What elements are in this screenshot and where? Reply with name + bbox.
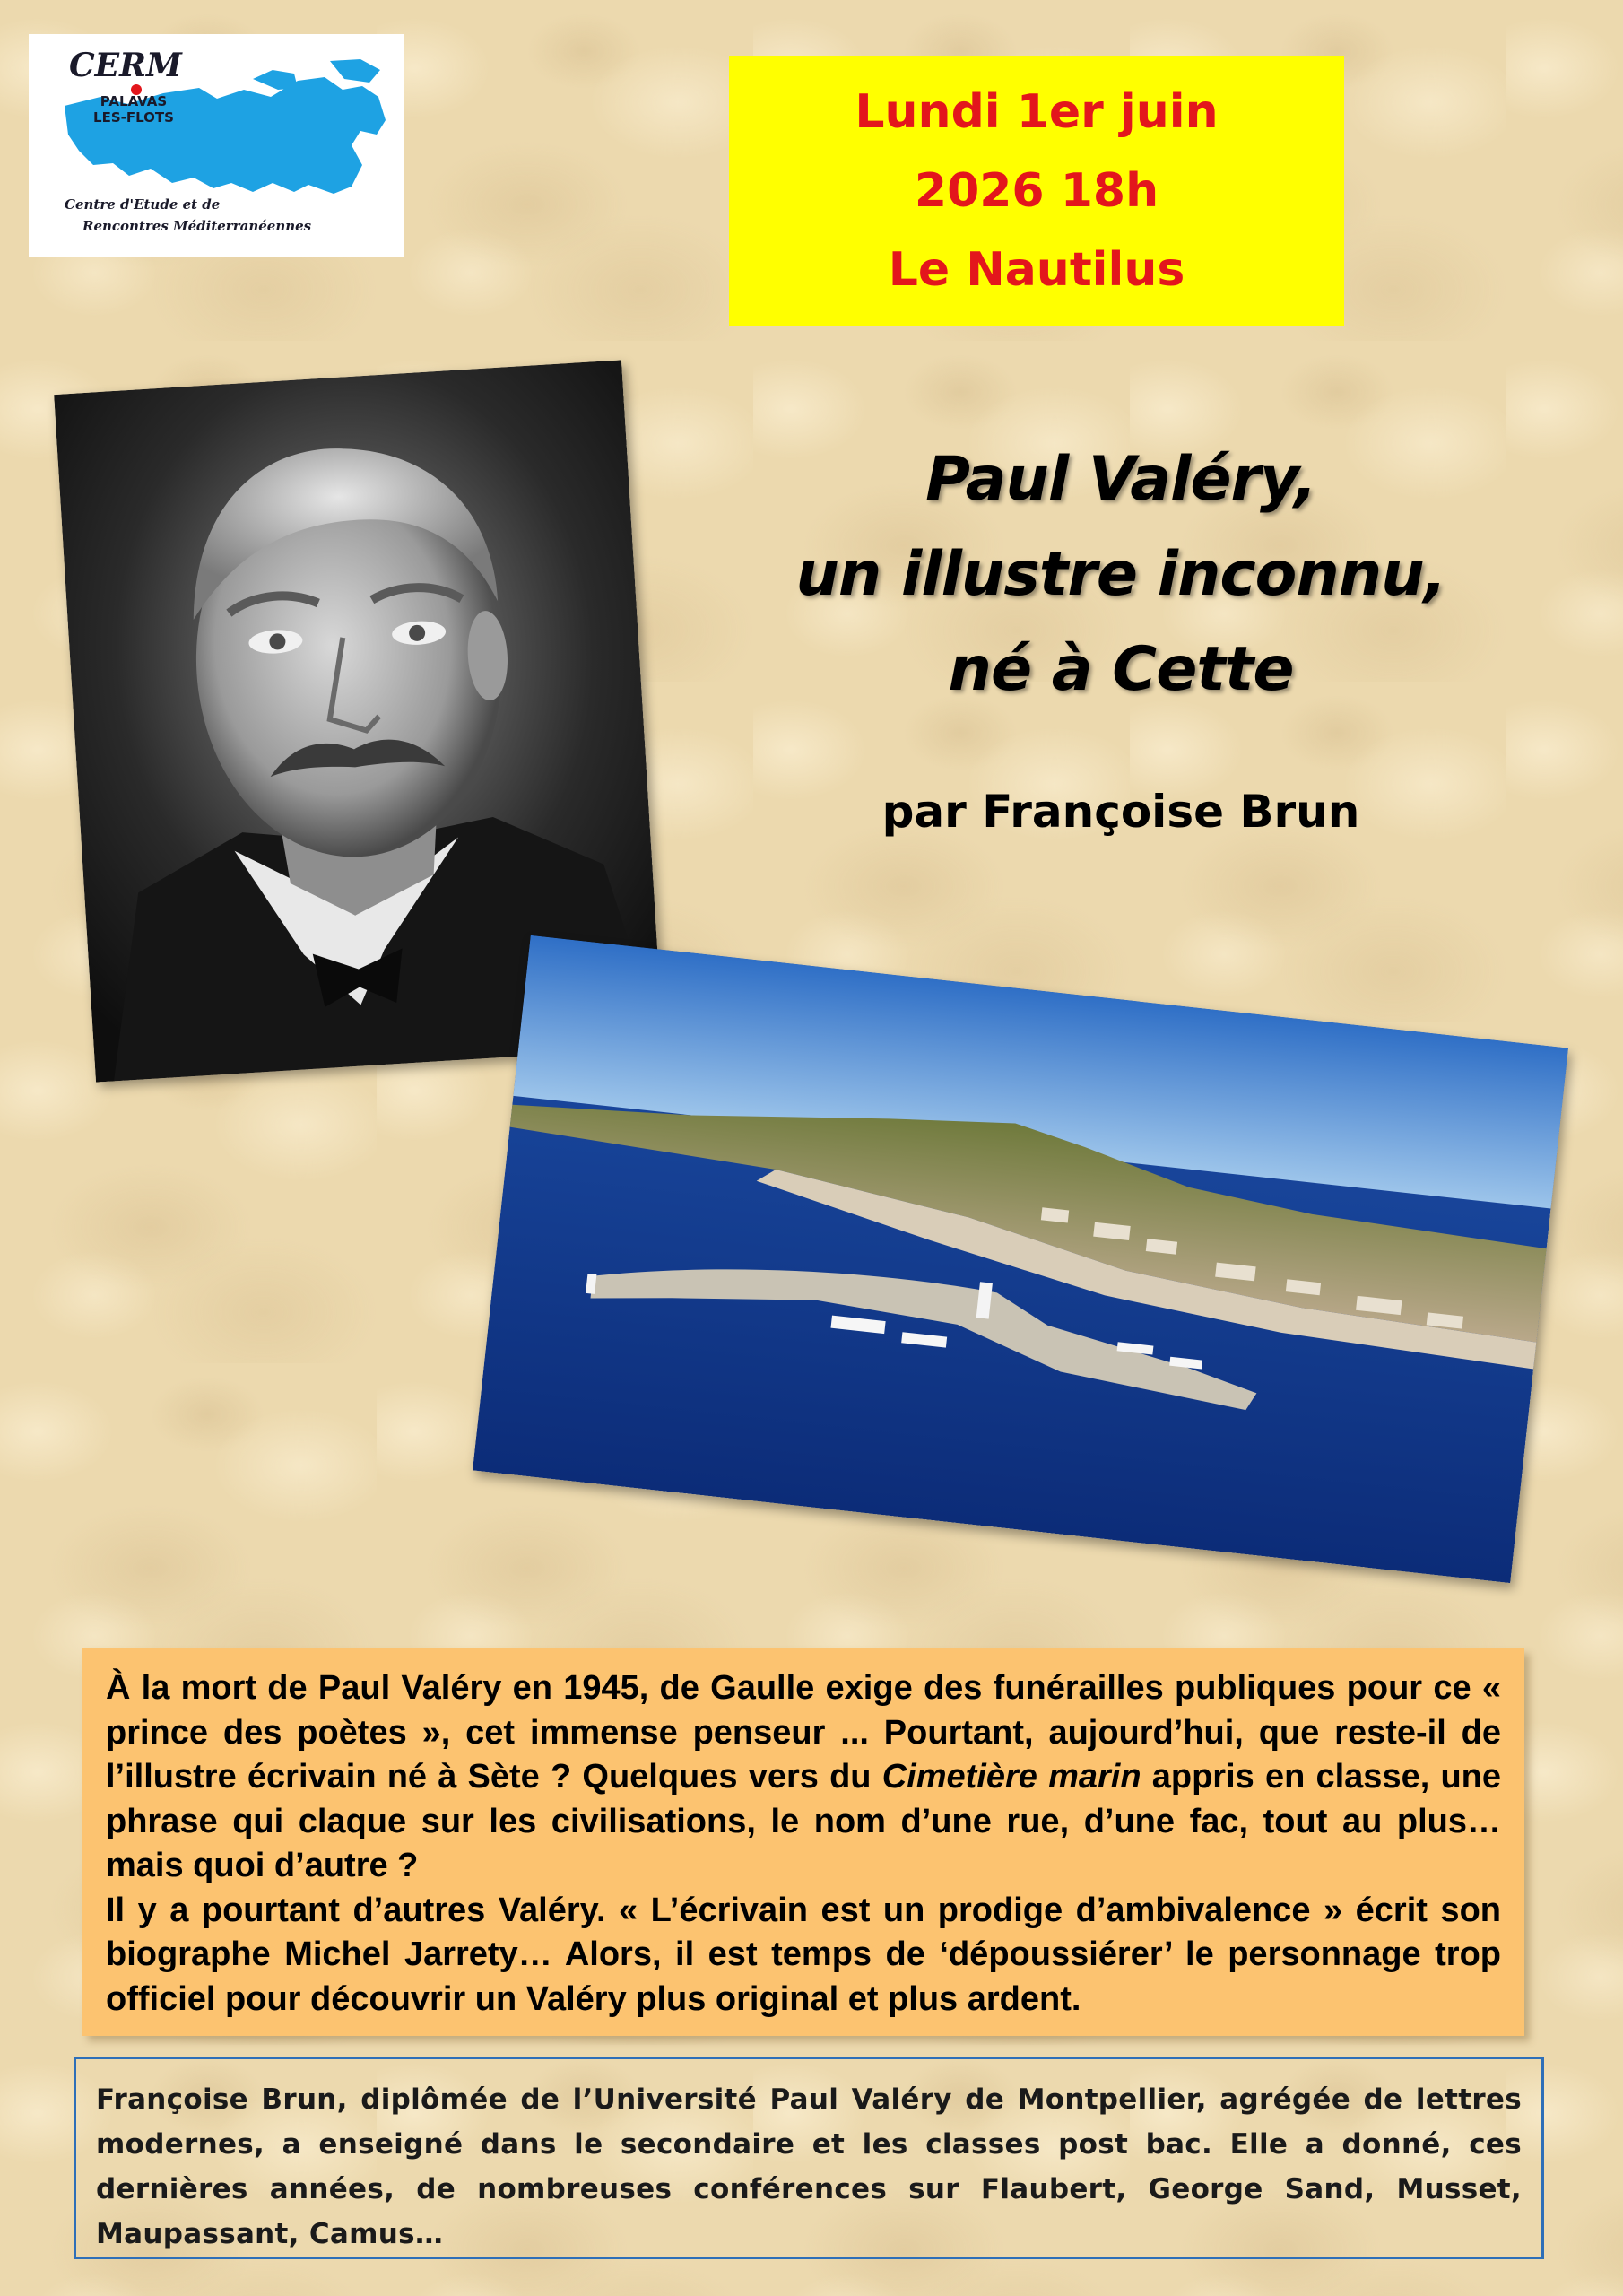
event-venue: Le Nautilus: [888, 243, 1185, 297]
logo-acronym: CERM: [69, 47, 182, 84]
logo-city-line1: PALAVAS: [100, 93, 168, 109]
lecture-description: [82, 1648, 1524, 2036]
lecture-title: [753, 432, 1488, 718]
speaker-bio-text: Françoise Brun, diplômée de l’Université Paul Valéry de Montpellier, agrégée de lettres modernes, a enseigné dans le secondaire et les classes post bac. Elle a donné, ces dernières années, de nombreuses conférences sur Flaubert, George Sand, Musset, Maupassant, Camus…: [96, 2083, 1522, 2250]
logo-city: [93, 93, 174, 126]
speaker-bio: [74, 2057, 1544, 2259]
title-line3: né à Cette: [948, 634, 1294, 705]
logo-full-name-line2: Rencontres Méditerranéennes: [82, 218, 312, 234]
description-paragraph-1: [106, 1666, 1501, 1889]
logo-full-name-line1: Centre d'Etude et de: [65, 196, 221, 213]
description-italic-title: Cimetière marin: [881, 1758, 1141, 1796]
description-part1: À la mort de Paul Valéry en 1945, de Gaulle exige des funérailles publiques pour ce « prince des poètes », cet immense penseur ... Pourtant, aujourd’hui, que reste-il de l’illustre écrivain né à Sète ? Quelques vers du: [106, 1669, 1501, 1796]
title-line1: Paul Valéry,: [925, 444, 1316, 515]
event-day: Lundi 1er juin: [855, 85, 1219, 139]
description-part2: appris en classe, une phrase qui claque sur les civilisations, le nom d’une rue, d’une fac, tout au plus… mais quoi d’autre ?: [106, 1758, 1501, 1884]
sete-aerial-photo: [473, 935, 1568, 1583]
event-year-time: 2026 18h: [914, 164, 1159, 218]
cerm-logo: [29, 34, 404, 257]
logo-full-name: [65, 194, 334, 237]
event-date-box: [729, 56, 1344, 326]
sete-harbour-illustration: [473, 935, 1568, 1583]
lecture-author: par Françoise Brun: [881, 786, 1360, 838]
logo-city-line2: LES-FLOTS: [93, 109, 174, 126]
description-paragraph-2: Il y a pourtant d’autres Valéry. « L’écrivain est un prodige d’ambivalence » écrit son biographe Michel Jarrety… Alors, il est temps de ‘dépoussiérer’ le personnage trop officiel pour découvrir un Valéry plus original et plus ardent.: [106, 1891, 1501, 2018]
title-line2: un illustre inconnu,: [795, 539, 1446, 610]
